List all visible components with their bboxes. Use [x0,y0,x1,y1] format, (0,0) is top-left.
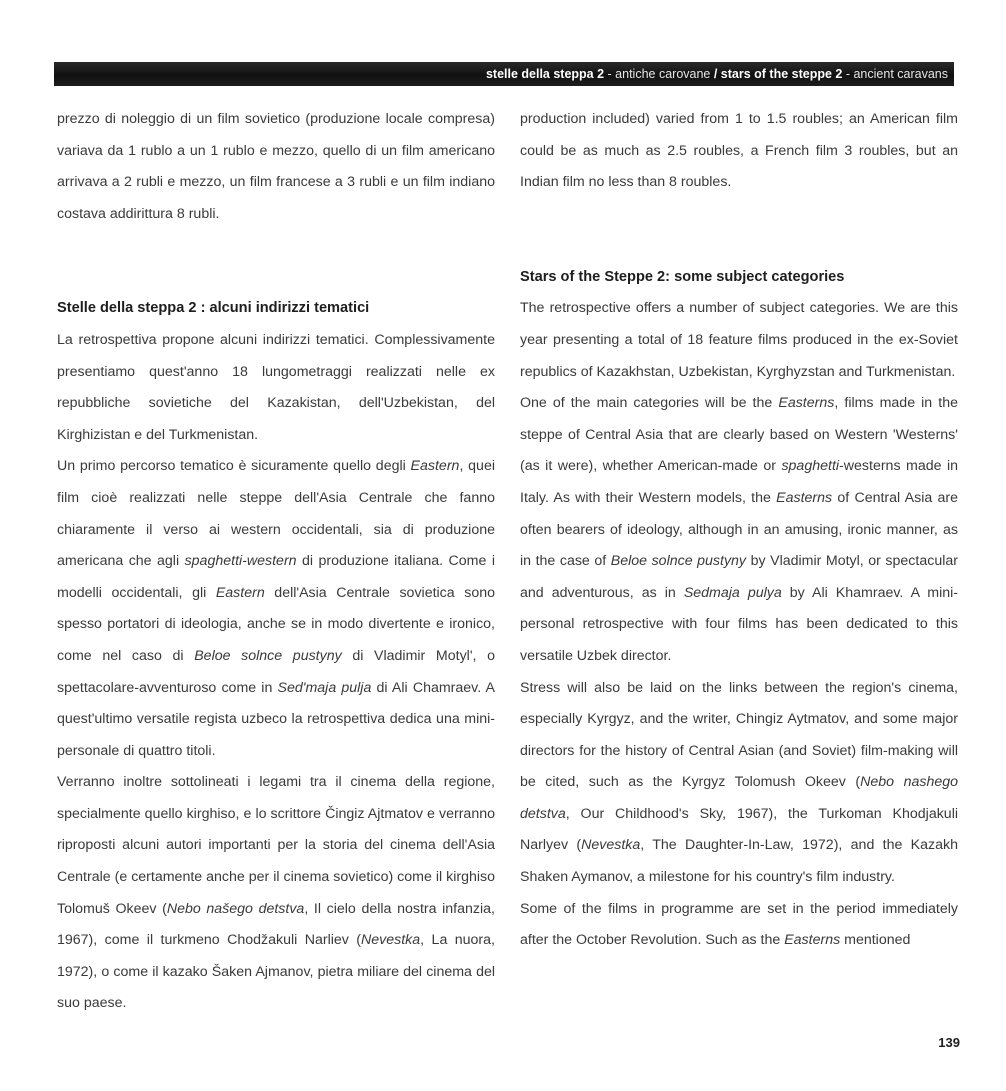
paragraph: production included) varied from 1 to 1.5 roubles; an American film could be as much as 2.5 roubles, a French film 3 roubles, but an Indian film no less than 8 roubles. [520,111,958,191]
paragraph: Verranno inoltre sottolineati i legami tra il cinema della regione, specialmente quello kirghiso, e lo scrittore Čingiz Ajtmatov e verranno riproposti alcuni autori importanti per la storia del cinema dell'Asia Centrale (e certamente anche per il cinema sovietico) come il kirghiso Tolomuš Okeev (Nebo našego detstva, Il cielo della nostra infanzia, 1967), come il turkmeno Chodžakuli Narliev (Nevestka, La nuora, 1972), o come il kazako Šaken Ajmanov, pietra miliare del cinema del suo paese. [57,774,495,1012]
running-header [54,62,954,86]
header-it-title: stelle della steppa 2 [485,67,605,81]
english-column [520,104,958,957]
header-en-title: stars of the steppe 2 [720,67,843,81]
paragraph: Stress will also be laid on the links between the region's cinema, especially Kyrgyz, and the writer, Chingiz Aytmatov, and some major directors for the history of Central Asian (and Soviet) film-making will be cited, such as the Kyrgyz Tolomush Okeev (Nebo nashego detstva, Our Childhood's Sky, 1967), the Turkoman Khodjakuli Narlyev (Nevestka, The Daughter-In-Law, 1972), and the Kazakh Shaken Aymanov, a milestone for his country's film industry. [520,679,959,886]
paragraph: The retrospective offers a number of subject categories. We are this year presenting a total of 18 feature films produced in the ex-Soviet republics of Kazakhstan, Uzbekistan, Kyrghyzstan and Turkmenistan. [520,300,958,380]
paragraph: prezzo di noleggio di un film sovietico (produzione locale compresa) variava da 1 rublo a un 1 rublo e mezzo, quello di un film americano arrivava a 2 rubli e mezzo, un film francese a 3 rubli e un film indiano costava addirittura 8 rubli. [57,111,495,222]
header-sep: - [842,67,854,81]
italian-column [57,104,495,1020]
paragraph: La retrospettiva propone alcuni indirizzi tematici. Complessivamente presentiamo quest'anno 18 lungometraggi realizzati nelle ex repubbliche sovietiche del Kazakistan, dell'Uzbekistan, del Kirghizistan e del Turkmenistan. [57,331,495,443]
header-en-subtitle: ancient caravans [853,67,948,81]
page-number: 139 [938,1035,960,1050]
paragraph: Un primo percorso tematico è sicuramente quello degli Eastern, quei film cioè realizzati nelle steppe dell'Asia Centrale che fanno chiaramente il verso ai western occidentali, sia di produzione americana che agli spaghetti-western di produzione italiana. Come i modelli occidentali, gli Eastern dell'Asia Centrale sovietica sono spesso portatori di ideologia, anche se in modo divertente e ironico, come nel caso di Beloe solnce pustyny di Vladimir Motyl', o spettacolare-avventuroso come in Sed'maja pulja di Ali Chamraev. A quest'ultimo versatile regista uzbeco la retrospettiva dedica una mini-personale di quattro titoli. [57,458,495,759]
paragraph: One of the main categories will be the Easterns, films made in the steppe of Central Asia that are clearly based on Western 'Westerns' (as it were), whether American-made or spaghetti-westerns made in Italy. As with their Western models, the Easterns of Central Asia are often bearers of ideology, although in an amusing, ironic manner, as in the case of Beloe solnce pustyny by Vladimir Motyl, or spectacular and adventurous, as in Sedmaja pulya by Ali Khamraev. A mini-personal retrospective with four films has been dedicated to this versatile Uzbek director. [520,395,959,664]
header-it-subtitle: antiche carovane [615,67,711,81]
section-heading: Stars of the Steppe 2: some subject categories [520,268,845,285]
header-slash: / [710,67,721,81]
header-sep: - [604,67,616,81]
section-heading: Stelle della steppa 2 : alcuni indirizzi tematici [57,300,370,317]
paragraph: Some of the films in programme are set in the period immediately after the October Revolution. Such as the Easterns mentioned [520,900,958,949]
